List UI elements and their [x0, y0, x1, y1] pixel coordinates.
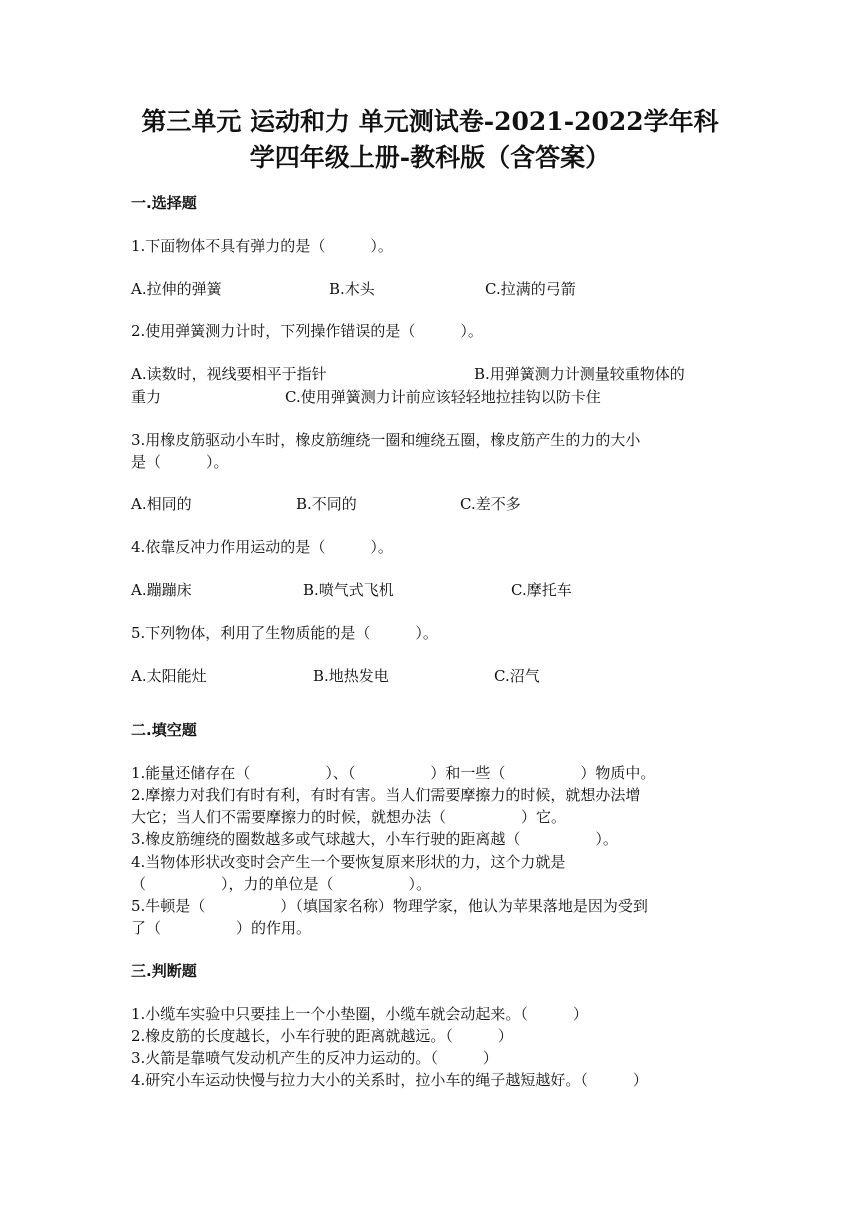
fill-blank-line: 大它；当人们不需要摩擦力的时候，就想办法（ ）它。	[131, 808, 567, 826]
question-1-option-b: B.木头	[329, 280, 375, 298]
question-3-option-b: B.不同的	[296, 495, 357, 513]
question-4-stem: 4.依靠反冲力作用运动的是（ ）。	[131, 538, 393, 556]
question-3-stem-line-1: 3.用橡皮筋驱动小车时，橡皮筋缠绕一圈和缠绕五圈，橡皮筋产生的力的大小	[131, 431, 641, 449]
question-4-option-a: A.蹦蹦床	[131, 581, 192, 599]
question-3-option-a: A.相同的	[131, 495, 192, 513]
question-3-stem-line-2: 是（ ）。	[131, 453, 229, 471]
fill-blank-line: 3.橡皮筋缠绕的圈数越多或气球越大，小车行驶的距离越（ ）。	[131, 830, 618, 848]
question-5-stem: 5.下列物体，利用了生物质能的是（ ）。	[131, 624, 438, 642]
fill-blank-line: 2.摩擦力对我们有时有利，有时有害。当人们需要摩擦力的时候，就想办法增	[131, 786, 641, 804]
fill-blank-line: 4.当物体形状改变时会产生一个要恢复原来形状的力，这个力就是	[131, 853, 566, 871]
fill-blank-line: 1.能量还储存在（ ）、（ ）和一些（ ）物质中。	[131, 764, 656, 782]
question-5-option-b: B.地热发电	[313, 667, 389, 685]
true-false-line: 3.火箭是靠喷气发动机产生的反冲力运动的。（ ）	[131, 1049, 498, 1067]
section-heading-true-false: 三.判断题	[131, 962, 197, 980]
fill-blank-line: 5.牛顿是（ ）（填国家名称）物理学家，他认为苹果落地是因为受到	[131, 897, 648, 915]
question-3-option-c: C.差不多	[460, 495, 521, 513]
true-false-line: 2.橡皮筋的长度越长，小车行驶的距离就越远。（ ）	[131, 1027, 513, 1045]
question-5-option-c: C.沼气	[494, 667, 540, 685]
document-title-line-2: 学四年级上册-教科版（含答案）	[249, 143, 611, 172]
fill-blank-line: 了（ ）的作用。	[131, 919, 312, 937]
question-1-stem: 1.下面物体不具有弹力的是（ ）。	[131, 237, 393, 255]
question-1-option-a: A.拉伸的弹簧	[131, 280, 222, 298]
section-heading-fill-blank: 二.填空题	[131, 721, 197, 739]
section-heading-choice: 一.选择题	[131, 194, 197, 212]
document-title-line-1: 第三单元 运动和力 单元测试卷-2021-2022学年科	[141, 107, 719, 136]
true-false-line: 1.小缆车实验中只要挂上一个小垫圈，小缆车就会动起来。（ ）	[131, 1005, 588, 1023]
question-5-option-a: A.太阳能灶	[131, 667, 207, 685]
question-2-option-b-continued: 重力	[131, 388, 162, 406]
question-4-option-c: C.摩托车	[511, 581, 572, 599]
question-2-option-a: A.读数时，视线要相平于指针	[131, 365, 327, 383]
question-2-stem: 2.使用弹簧测力计时，下列操作错误的是（ ）。	[131, 322, 483, 340]
question-1-option-c: C.拉满的弓箭	[485, 280, 576, 298]
question-4-option-b: B.喷气式飞机	[303, 581, 394, 599]
question-2-option-b: B.用弹簧测力计测量较重物体的	[474, 365, 685, 383]
question-2-option-c: C.使用弹簧测力计前应该轻轻地拉挂钩以防卡住	[285, 388, 601, 406]
true-false-line: 4.研究小车运动快慢与拉力大小的关系时，拉小车的绳子越短越好。（ ）	[131, 1071, 648, 1089]
fill-blank-line: （ ），力的单位是（ ）。	[131, 875, 432, 893]
